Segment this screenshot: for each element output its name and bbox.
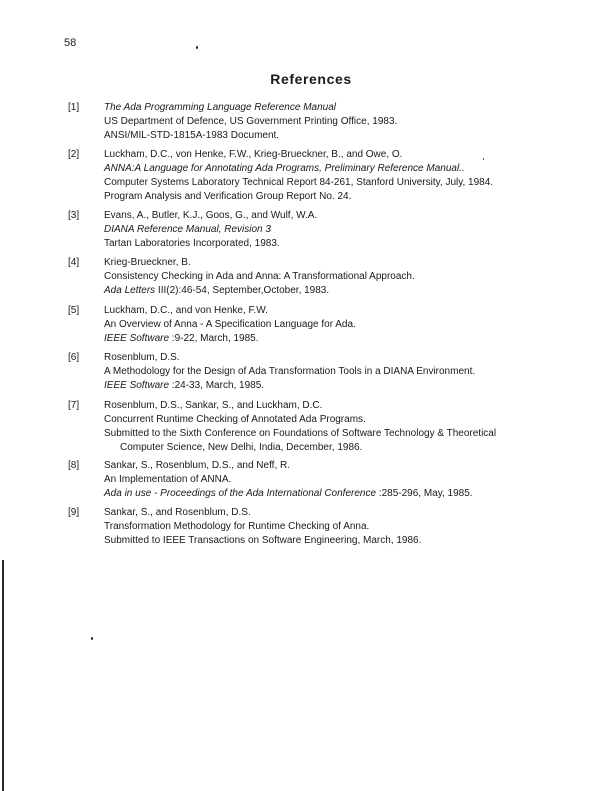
reference-line: Tartan Laboratories Incorporated, 1983.	[104, 238, 280, 249]
reference-line: Computer Science, New Delhi, India, December, 1986.	[120, 442, 363, 453]
journal-name: Ada Letters	[104, 285, 156, 296]
reference-body	[104, 506, 421, 548]
reference-line: ANSI/MIL-STD-1815A-1983 Document.	[104, 130, 280, 141]
reference-line: Sankar, S., and Rosenblum, D.S.	[104, 507, 251, 518]
scan-speck	[91, 637, 93, 640]
reference-line: Sankar, S., Rosenblum, D.S., and Neff, R.	[104, 460, 291, 471]
reference-line: A Methodology for the Design of Ada Transformation Tools in a DIANA Environment.	[104, 366, 476, 377]
citation-details: III(2):46-54, September,October, 1983.	[155, 285, 330, 296]
reference-body	[104, 459, 473, 501]
reference-entry	[68, 101, 397, 143]
reference-body	[104, 148, 493, 204]
reference-line: DIANA Reference Manual, Revision 3	[104, 224, 271, 235]
reference-number: [4]	[68, 257, 80, 268]
reference-entry	[68, 459, 473, 501]
page-edge-shadow	[2, 560, 4, 791]
reference-line: Transformation Methodology for Runtime Checking of Anna.	[104, 521, 370, 532]
reference-number: [5]	[68, 305, 80, 316]
reference-line: Krieg-Brueckner, B.	[104, 257, 191, 268]
reference-entry	[68, 148, 493, 204]
reference-number: [3]	[68, 210, 80, 221]
reference-line: Luckham, D.C., and von Henke, F.W.	[104, 305, 268, 316]
reference-line: Program Analysis and Verification Group Report No. 24.	[104, 191, 352, 202]
reference-line: Consistency Checking in Ada and Anna: A Transformational Approach.	[104, 271, 415, 282]
reference-line: Evans, A., Butler, K.J., Goos, G., and Wulf, W.A.	[104, 210, 318, 221]
reference-number: [8]	[68, 460, 80, 471]
reference-number: [1]	[68, 102, 80, 113]
reference-entry	[68, 351, 475, 393]
page-number: 58	[64, 37, 77, 49]
page-title-text: References	[270, 71, 352, 87]
reference-line: Concurrent Runtime Checking of Annotated Ada Programs.	[104, 414, 366, 425]
reference-line	[104, 332, 356, 346]
reference-line: The Ada Programming Language Reference Manual	[104, 102, 336, 113]
reference-line: Rosenblum, D.S., Sankar, S., and Luckham, D.C.	[104, 400, 323, 411]
page-title	[0, 71, 612, 87]
reference-line	[104, 487, 473, 501]
reference-entry	[68, 506, 421, 548]
reference-entry	[68, 256, 415, 298]
reference-body	[104, 399, 496, 455]
journal-name: IEEE Software	[104, 380, 170, 391]
reference-line: Computer Systems Laboratory Technical Report 84-261, Stanford University, July, 1984.	[104, 177, 494, 188]
reference-line: An Implementation of ANNA.	[104, 474, 232, 485]
reference-number: [2]	[68, 149, 80, 160]
reference-entry	[68, 209, 317, 251]
reference-line: An Overview of Anna - A Specification Language for Ada.	[104, 319, 356, 330]
reference-line	[104, 284, 415, 298]
reference-body	[104, 304, 356, 346]
reference-body	[104, 101, 397, 143]
reference-line: Luckham, D.C., von Henke, F.W., Krieg-Brueckner, B., and Owe, O.	[104, 149, 403, 160]
citation-details: :9-22, March, 1985.	[169, 333, 259, 344]
reference-body	[104, 209, 317, 251]
scan-speck	[196, 46, 198, 49]
reference-number: [6]	[68, 352, 80, 363]
reference-line	[104, 379, 475, 393]
reference-line: Rosenblum, D.S.	[104, 352, 180, 363]
reference-number: [7]	[68, 400, 80, 411]
citation-details: :285-296, May, 1985.	[376, 488, 473, 499]
journal-name: Ada in use - Proceedings of the Ada International Conference	[104, 488, 377, 499]
reference-line: US Department of Defence, US Government Printing Office, 1983.	[104, 116, 398, 127]
journal-name: IEEE Software	[104, 333, 170, 344]
citation-details: :24-33, March, 1985.	[169, 380, 265, 391]
reference-entry	[68, 399, 496, 455]
reference-line: ANNA:A Language for Annotating Ada Programs, Preliminary Reference Manual..	[104, 163, 465, 174]
reference-body	[104, 256, 415, 298]
reference-entry	[68, 304, 356, 346]
reference-line: Submitted to IEEE Transactions on Software Engineering, March, 1986.	[104, 535, 422, 546]
reference-line: Submitted to the Sixth Conference on Foundations of Software Technology & Theoretical	[104, 428, 497, 439]
reference-body	[104, 351, 475, 393]
reference-number: [9]	[68, 507, 80, 518]
